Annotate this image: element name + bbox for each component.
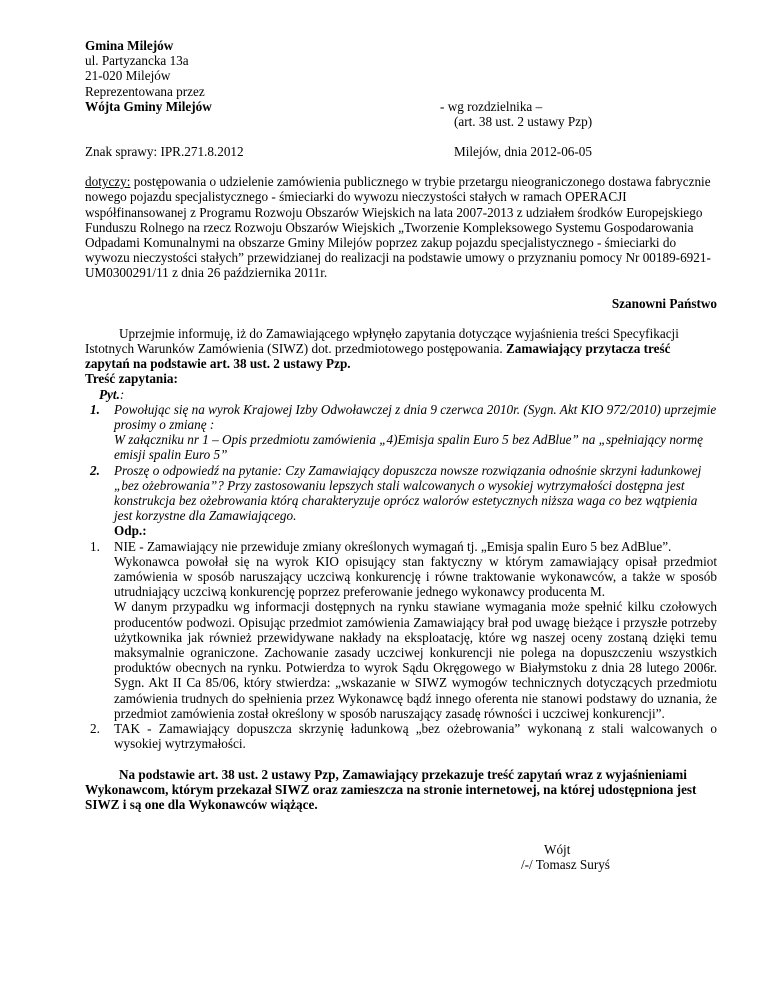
answer-paragraph: W danym przypadku wg informacji dostępnych na rynku stawiane wymagania może spełnić kilku czołowych producentów podwozi. Opisując przedmiot zamówienia Zamawiający brał pod uwagę bieżące i przyszłe potrzeby użytkownika jak również przewidywane nakłady na eksploatację, które wg naszej oceny zostaną dzięki temu maksymalnie ograniczone. Zachowanie zasady uczciwej konkurencji nie polega na dopuszczeniu wszystkich produktów obecnych na rynku. Potwierdza to wyrok Sądu Okręgowego w Białymstoku z dnia 28 lutego 2006r. Sygn. Akt II Ca 85/06, który stwierdza: „wskazanie w SIWZ wymogów technicznych dotyczących przedmiotu zamówienia trudnych do spełnienia przez Wykonawcę bądź innego oferenta nie stanowi podstawy do uznania, że przedmiot zamówienia został określony w sposób naruszający zasadę równości i uczciwej konkurencji”. <box>114 599 717 721</box>
recipient-line1: - wg rozdzielnika – <box>440 98 543 114</box>
subject-paragraph <box>85 174 717 280</box>
answer-item-2 <box>90 721 717 751</box>
answer-paragraph: TAK - Zamawiający dopuszcza skrzynię ładunkową „bez ożebrowania” wykonaną z stali walcowanych o wysokiej wytrzymałości. <box>114 721 717 752</box>
place-date: Milejów, dnia 2012-06-05 <box>454 144 592 159</box>
answer-paragraph: Wykonawca powołał się na wyrok KIO opisujący stan faktyczny w którym zamawiający opisał przedmiot zamówienia w sposób naruszający uczciwą konkurencję i równe traktowanie wykonawców, a także w sposób utrudniający uczciwą konkurencję poprzez preferowanie jednego wykonawcy producenta M. <box>114 553 717 600</box>
intro-paragraph <box>85 326 717 372</box>
subject-label: dotyczy: <box>85 174 131 190</box>
questions-list <box>85 402 717 524</box>
questions-label: Pyt. <box>99 386 120 402</box>
case-reference: Znak sprawy: IPR.271.8.2012 <box>85 144 244 159</box>
answers-list <box>85 539 717 752</box>
answer-paragraph: NIE - Zamawiający nie przewiduje zmiany określonych wymagań tj. „Emisja spalin Euro 5 bez AdBlue”. <box>114 538 672 554</box>
question-line: Powołując się na wyrok Krajowej Izby Odwoławczej z dnia 9 czerwca 2010r. (Sygn. Akt KIO 972/2010) uprzejmie prosimy o zmianę : <box>114 401 717 433</box>
salutation: Szanowni Państwo <box>611 295 717 311</box>
intro-bold: Zamawiający przytacza treść zapytań na podstawie art. 38 ust. 2 ustawy Pzp. <box>85 341 671 372</box>
intro-text: Uprzejmie informuję, iż do Zamawiającego wpłynęło zapytania dotyczące wyjaśnienia treści Specyfikacji Istotnych Warunków Zamówienia (SIWZ) dot. przedmiotowego postępowania. <box>85 325 679 357</box>
question-line: Proszę o odpowiedź na pytanie: Czy Zamawiający dopuszcza nowsze rozwiązania odnośnie skrzyni ładunkowej „bez ożebrowania”? Przy zastosowaniu lepszych stali walcowanych o wysokiej wytrzymałości dostępna jest konstrukcja bez ożebrowania którą charakteryzuje oprócz walorów estetycznych niższa waga co bez wątpienia jest korzystne dla Zamawiającego. <box>114 462 702 524</box>
sender-block <box>85 38 717 129</box>
sender-represented: Reprezentowana przez <box>85 83 205 99</box>
signature-name: /-/ Tomasz Suryś <box>521 857 610 873</box>
questions-heading: Treść zapytania: <box>85 371 178 387</box>
question-item-1 <box>90 402 717 463</box>
questions-label-row <box>85 387 717 402</box>
reference-row <box>85 144 717 159</box>
question-number: 2. <box>90 462 100 478</box>
answer-number: 2. <box>90 721 100 737</box>
sender-street: ul. Partyzancka 13a <box>85 53 189 69</box>
sender-mayor: Wójta Gminy Milejów <box>85 98 212 114</box>
questions-label-suffix: : <box>119 386 125 402</box>
recipient-line2: (art. 38 ust. 2 ustawy Pzp) <box>454 113 593 129</box>
answer-item-1 <box>90 539 717 721</box>
answer-number: 1. <box>90 538 100 554</box>
answers-label: Odp.: <box>114 523 147 539</box>
question-line: W załączniku nr 1 – Opis przedmiotu zamówienia „4)Emisja spalin Euro 5 bez AdBlue” na „spełniający normę emisji spalin Euro 5” <box>114 432 704 463</box>
sender-postal: 21-020 Milejów <box>85 68 171 84</box>
letter-page <box>85 38 717 882</box>
signature-title: Wójt <box>544 842 571 858</box>
subject-text: postępowania o udzielenie zamówienia publicznego w trybie przetargu nieograniczonego dostawa fabrycznie nowego pojazdu specjalistycznego - śmieciarki do wywozu nieczystości stałych w ramach OPERACJI współfinansowanej z Programu Rozwoju Obszarów Wiejskich na lata 2007-2013 z udziałem środków Europejskiego Funduszu Rolnego na rzecz Rozwoju Obszarów Wiejskich „Tworzenie Kompleksowego Systemu Gospodarowania Odpadami Komunalnymi na obszarze Gminy Milejów poprzez zakup pojazdu specjalistycznego - śmieciarki do wywozu nieczystości stałych” przewidzianej do realizacji na podstawie umowy o przyznaniu pomocy Nr 00189-6921-UM0300291/11 z dnia 26 października 2011r. <box>85 174 711 281</box>
question-item-2 <box>90 463 717 524</box>
signature-block <box>85 842 717 882</box>
closing-paragraph: Na podstawie art. 38 ust. 2 ustawy Pzp, Zamawiający przekazuje treść zapytań wraz z wyjaśnieniami Wykonawcom, którym przekazał SIWZ oraz zamieszcza na stronie internetowej, na której udostępniona jest SIWZ i są one dla Wykonawców wiążące. <box>85 766 697 812</box>
question-number: 1. <box>90 401 100 417</box>
sender-name: Gmina Milejów <box>85 38 174 53</box>
